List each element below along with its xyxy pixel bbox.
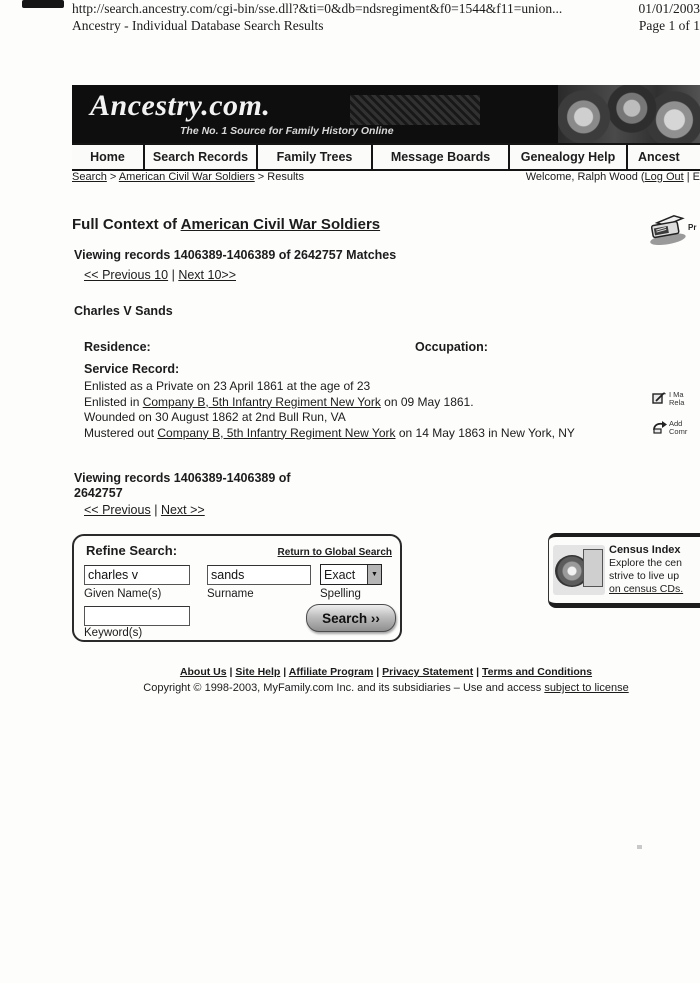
nav-genealogy-help[interactable]: Genealogy Help bbox=[510, 145, 628, 169]
add-comment-icon bbox=[652, 420, 667, 434]
footer-sep: | bbox=[476, 666, 480, 678]
nav-family-trees[interactable]: Family Trees bbox=[258, 145, 373, 169]
nav-ancestry-cut[interactable]: Ancest bbox=[638, 150, 680, 164]
add-comment-line1: Add bbox=[669, 419, 683, 428]
census-promo-line2: strive to live up bbox=[609, 570, 680, 582]
site-help-link[interactable]: Site Help bbox=[235, 666, 281, 678]
print-header bbox=[72, 0, 700, 34]
refine-search-panel bbox=[72, 534, 402, 642]
pencil-note-icon bbox=[652, 391, 667, 405]
copyright-text: Copyright © 1998-2003, MyFamily.com Inc. and its subsidiaries – Use and access bbox=[143, 682, 545, 694]
breadcrumb-search-link[interactable]: Search bbox=[72, 171, 107, 183]
add-comment-line2: Comr bbox=[669, 427, 688, 436]
pager-bottom bbox=[84, 503, 205, 517]
breadcrumb-row bbox=[72, 171, 700, 183]
keyword-label: Keyword(s) bbox=[84, 627, 143, 639]
print-label: Pr bbox=[688, 223, 697, 232]
printed-doc-title: Ancestry - Individual Database Search Results bbox=[72, 18, 324, 33]
return-global-search-link[interactable]: Return to Global Search bbox=[277, 547, 392, 558]
subject-to-license-link[interactable]: subject to license bbox=[544, 682, 629, 694]
previous-10-link[interactable]: << Previous 10 bbox=[84, 268, 169, 282]
about-us-link[interactable]: About Us bbox=[179, 666, 227, 678]
service-line-4 bbox=[84, 426, 624, 442]
banner-photo-collage bbox=[558, 85, 700, 143]
banner-texture bbox=[350, 95, 480, 125]
copyright-line bbox=[72, 680, 700, 696]
dropdown-arrow-icon[interactable]: ▼ bbox=[367, 565, 381, 584]
banner-tagline: The No. 1 Source for Family History Online bbox=[180, 125, 394, 137]
pager-top bbox=[84, 268, 236, 282]
record-name: Charles V Sands bbox=[74, 304, 173, 318]
search-button[interactable]: Search ›› bbox=[306, 604, 396, 632]
spelling-selected-value: Exact bbox=[324, 567, 356, 582]
previous-link[interactable]: << Previous bbox=[84, 503, 151, 517]
viewing-bottom-line2: 2642757 bbox=[74, 486, 123, 500]
breadcrumb-current: Results bbox=[267, 171, 304, 183]
viewing-bottom-line1: Viewing records 1406389-1406389 of bbox=[74, 471, 291, 485]
i-match-line1: I Ma bbox=[669, 390, 684, 399]
keyword-input[interactable] bbox=[84, 606, 190, 626]
database-title-link[interactable]: American Civil War Soldiers bbox=[180, 216, 381, 233]
i-match-action[interactable] bbox=[652, 391, 684, 407]
census-promo-line1: Explore the cen bbox=[609, 557, 682, 569]
census-promo-text bbox=[609, 544, 683, 596]
regiment-link-1[interactable]: Company B, 5th Infantry Regiment New York bbox=[142, 394, 381, 409]
page-title bbox=[72, 216, 380, 233]
add-comment-action[interactable] bbox=[652, 420, 687, 436]
privacy-statement-link[interactable]: Privacy Statement bbox=[382, 666, 474, 678]
refine-search-title: Refine Search: bbox=[86, 543, 178, 558]
service-line-1: Enlisted as a Private on 23 April 1861 at the age of 23 bbox=[84, 379, 371, 393]
welcome-suffix: | E bbox=[683, 171, 700, 183]
given-name-label: Given Name(s) bbox=[84, 588, 162, 600]
viewing-records-bottom bbox=[74, 471, 291, 501]
next-link[interactable]: Next >> bbox=[160, 503, 205, 517]
service-line-4-pre: Mustered out bbox=[84, 425, 158, 440]
service-line-3: Wounded on 30 August 1862 at 2nd Bull Run, VA bbox=[84, 410, 346, 424]
page-title-prefix: Full Context of bbox=[72, 216, 181, 233]
scan-speck bbox=[637, 845, 642, 849]
nav-home[interactable]: Home bbox=[72, 145, 145, 169]
cd-case-icon bbox=[583, 549, 603, 587]
site-banner bbox=[72, 85, 700, 143]
record-field-labels bbox=[84, 340, 488, 354]
terms-conditions-link[interactable]: Terms and Conditions bbox=[482, 666, 593, 678]
census-cds-link[interactable]: on census CDs. bbox=[609, 583, 684, 595]
pager-sep: | bbox=[171, 268, 175, 282]
service-line-2 bbox=[84, 395, 624, 411]
breadcrumb-database-link[interactable]: American Civil War Soldiers bbox=[118, 171, 255, 183]
footer-sep: | bbox=[229, 666, 233, 678]
breadcrumb-sep: > bbox=[257, 171, 265, 183]
nav-message-boards[interactable]: Message Boards bbox=[373, 145, 510, 169]
printed-url: http://search.ancestry.com/cgi-bin/sse.dll?&ti=0&db=ndsregiment&f0=1544&f11=union... bbox=[72, 1, 563, 16]
viewing-records-top: Viewing records 1406389-1406389 of 2642757 Matches bbox=[74, 248, 397, 262]
nav-search-records[interactable]: Search Records bbox=[145, 145, 258, 169]
welcome-text bbox=[526, 171, 700, 183]
service-line-2-post: on 09 May 1861. bbox=[380, 394, 474, 409]
logout-link[interactable]: Log Out bbox=[644, 171, 684, 183]
printer-icon bbox=[646, 211, 690, 245]
occupation-label: Occupation: bbox=[415, 340, 488, 354]
service-line-4-post: on 14 May 1863 in New York, NY bbox=[395, 425, 575, 440]
breadcrumb bbox=[72, 171, 304, 183]
pager-sep: | bbox=[154, 503, 158, 517]
spelling-select[interactable] bbox=[320, 564, 382, 585]
surname-label: Surname bbox=[207, 588, 254, 600]
service-line-2-pre: Enlisted in bbox=[84, 394, 143, 409]
welcome-prefix: Welcome, Ralph Wood ( bbox=[525, 171, 645, 183]
add-comment-label bbox=[669, 420, 687, 436]
ancestry-logo[interactable]: Ancestry.com. bbox=[90, 89, 271, 122]
census-promo[interactable] bbox=[548, 533, 700, 608]
scan-artifact bbox=[22, 0, 64, 8]
breadcrumb-sep: > bbox=[109, 171, 117, 183]
i-match-line2: Rela bbox=[669, 398, 685, 407]
printed-date: 01/01/2003 bbox=[638, 1, 700, 16]
affiliate-program-link[interactable]: Affiliate Program bbox=[288, 666, 374, 678]
footer-sep: | bbox=[283, 666, 287, 678]
residence-label: Residence: bbox=[84, 340, 151, 354]
page-footer bbox=[72, 664, 700, 696]
spelling-label: Spelling bbox=[320, 588, 361, 600]
footer-links bbox=[72, 664, 700, 680]
given-name-input[interactable] bbox=[84, 565, 190, 585]
footer-sep: | bbox=[376, 666, 380, 678]
i-match-label bbox=[669, 391, 684, 407]
print-button[interactable] bbox=[646, 211, 700, 251]
surname-input[interactable] bbox=[207, 565, 311, 585]
census-promo-title: Census Index bbox=[609, 544, 681, 556]
service-record-label: Service Record: bbox=[84, 362, 180, 376]
next-10-link[interactable]: Next 10>> bbox=[178, 268, 236, 282]
service-record-lines bbox=[84, 379, 624, 441]
printed-page-number: Page 1 of 1 bbox=[638, 18, 700, 33]
census-cd-image bbox=[553, 545, 605, 595]
regiment-link-2[interactable]: Company B, 5th Infantry Regiment New York bbox=[157, 425, 396, 440]
main-nav bbox=[72, 143, 700, 171]
